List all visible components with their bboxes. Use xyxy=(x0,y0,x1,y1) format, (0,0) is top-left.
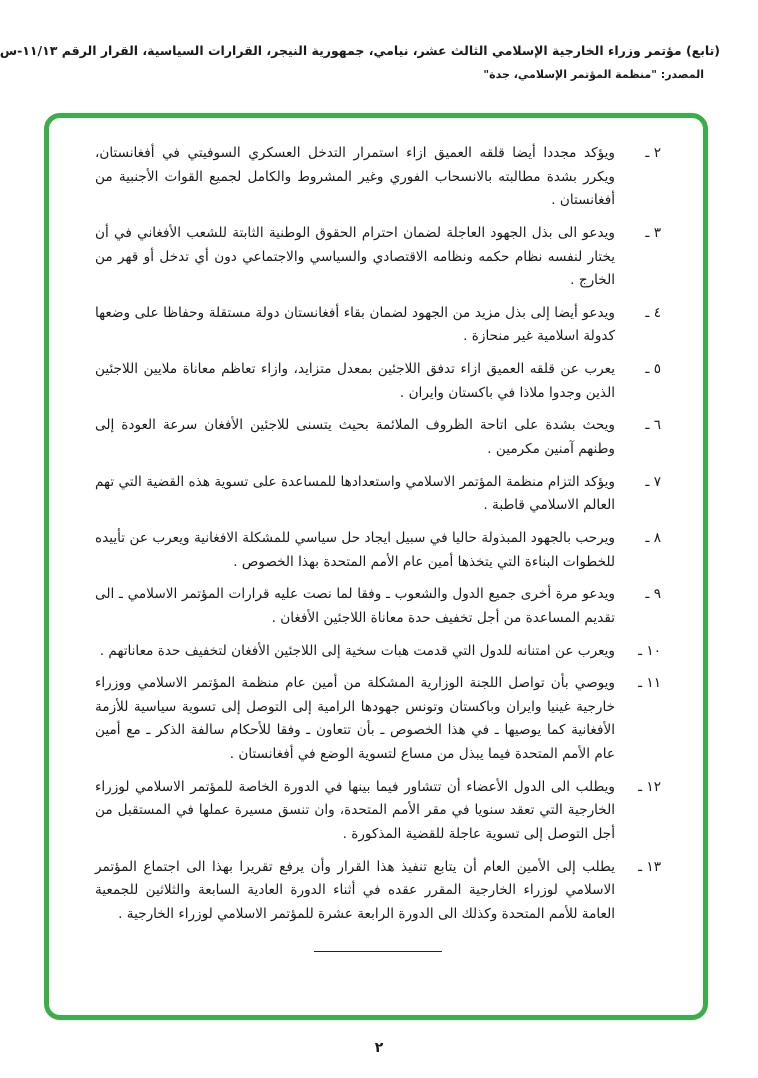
resolution-item xyxy=(95,672,661,767)
resolution-item xyxy=(95,583,661,630)
item-text: ويدعو الى بذل الجهود العاجلة لضمان احترام الحقوق الوطنية الثابتة للشعب الأفغاني في أن يختار لنفسه نظام حكمه ونظامه الاقتصادي والسياسي والاجتماعي دون أي تدخل أو قهر من الخارج . xyxy=(95,224,615,289)
item-number: ١٠ ـ xyxy=(638,642,661,659)
item-text: ويدعو أيضا إلى بذل مزيد من الجهود لضمان بقاء أفغانستان دولة مستقلة وحفاظا على وضعها كدولة اسلامية غير منحازة . xyxy=(95,304,615,345)
item-number: ٢ ـ xyxy=(645,145,661,161)
resolution-item xyxy=(95,640,661,664)
item-number: ١٣ ـ xyxy=(638,858,661,875)
document-green-border xyxy=(44,113,708,1020)
item-text: يعرب عن قلقه العميق ازاء تدفق اللاجئين بمعدل متزايد، وازاء تعاظم معاناة ملايين اللاجئين الذين وجدوا ملاذا في باكستان وايران . xyxy=(95,361,615,401)
document-source-line: المصدر: "منظمة المؤتمر الإسلامي، جدة" xyxy=(483,67,704,81)
item-number: ٥ ـ xyxy=(645,361,661,378)
resolution-item xyxy=(95,222,661,293)
item-text: ويؤكد التزام منظمة المؤتمر الاسلامي واستعدادها للمساعدة على تسوية هذه القضية التي تهم العالم الاسلامي قاطبة . xyxy=(95,473,615,514)
item-text: ويطلب الى الدول الأعضاء أن تتشاور فيما بينها في الدورة الخاصة للمؤتمر الاسلامي لوزراء الخارجية التي تعقد سنويا في مقر الأمم المتحدة، وان تنسق مسيرة عملها في المستقبل من أجل التوصل إلى تسوية عاجلة للقضية المذكورة . xyxy=(95,778,615,843)
resolution-body xyxy=(95,142,661,999)
resolution-item xyxy=(95,302,661,349)
item-number: ٣ ـ xyxy=(645,224,661,241)
item-text: ويحث بشدة على اتاحة الظروف الملائمة بحيث يتسنى للاجئين الأفغان سرعة العودة إلى وطنهم آمنين مكرمين . xyxy=(95,417,615,458)
item-text: ويعرب عن امتنانه للدول التي قدمت هبات سخية إلى اللاجئين الأفغان لتخفيف حدة معاناتهم . xyxy=(99,642,615,659)
item-number: ١١ ـ xyxy=(638,675,661,692)
item-number: ٩ ـ xyxy=(645,586,661,603)
document-header-title: (تابع) مؤتمر وزراء الخارجية الإسلامي الثالث عشر، نيامي، جمهورية النيجر، القرارات السياسية، القرار الرقم ١١/١٣-س xyxy=(0,43,720,58)
item-number: ٦ ـ xyxy=(645,417,661,434)
resolution-item xyxy=(95,776,661,847)
resolution-item xyxy=(95,414,661,461)
item-number: ١٢ ـ xyxy=(638,778,661,795)
resolution-item xyxy=(95,358,661,405)
item-text: ويدعو مرة أخرى جميع الدول والشعوب ـ وفقا لما نصت عليه قرارات المؤتمر الاسلامي ـ الى تقديم المساعدة من أجل تخفيف حدة معاناة اللاجئين الأفغان . xyxy=(95,586,615,626)
item-number: ٤ ـ xyxy=(645,304,661,321)
resolution-item xyxy=(95,471,661,518)
document-header xyxy=(0,42,720,81)
item-number: ٧ ـ xyxy=(645,473,661,490)
item-number: ٨ ـ xyxy=(645,529,661,546)
item-text: ويرحب بالجهود المبذولة حاليا في سبيل ايجاد حل سياسي للمشكلة الافغانية ويعرب عن تأييده للخطوات البناءة التي يتخذها أمين عام الأمم المتحدة بهذا الخصوص . xyxy=(95,529,615,570)
resolution-item xyxy=(95,527,661,574)
item-text: ويؤكد مجددا أيضا قلقه العميق ازاء استمرار التدخل العسكري السوفيتي في أفغانستان، ويكرر بشدة مطالبته بالانسحاب الفوري وغير المشروط والكامل لجميع القوات الأجنبية من أفغانستان . xyxy=(95,145,615,209)
end-of-text-rule xyxy=(314,951,442,952)
item-text: ويوصي بأن تواصل اللجنة الوزارية المشكلة من أمين عام منظمة المؤتمر الاسلامي ووزراء خارجية غينيا وايران وباكستان وتونس جهودها الرامية إلى التوصل إلى تسوية سياسية للأزمة الأفغانية كما يوصيها ـ في هذا الخصوص ـ بأن تتعاون ـ وفقا للأحكام سالفة الذكر ـ مع أمين عام الأمم المتحدة فيما يبذل من مساع لتسوية الوضع في أفغانستان . xyxy=(95,675,615,763)
resolution-item xyxy=(95,856,661,927)
resolution-item xyxy=(95,142,661,213)
page-number: ٢ xyxy=(374,1040,384,1056)
item-text: يطلب إلى الأمين العام أن يتابع تنفيذ هذا القرار وأن يرفع تقريرا بهذا الى اجتماع المؤتمر الاسلامي لوزراء الخارجية المقرر عقده في أثناء الدورة العادية السابعة والثلاثين للجمعية العامة للأمم المتحدة وكذلك الى الدورة الرابعة عشرة للمؤتمر الاسلامي لوزراء الخارجية . xyxy=(95,858,615,922)
